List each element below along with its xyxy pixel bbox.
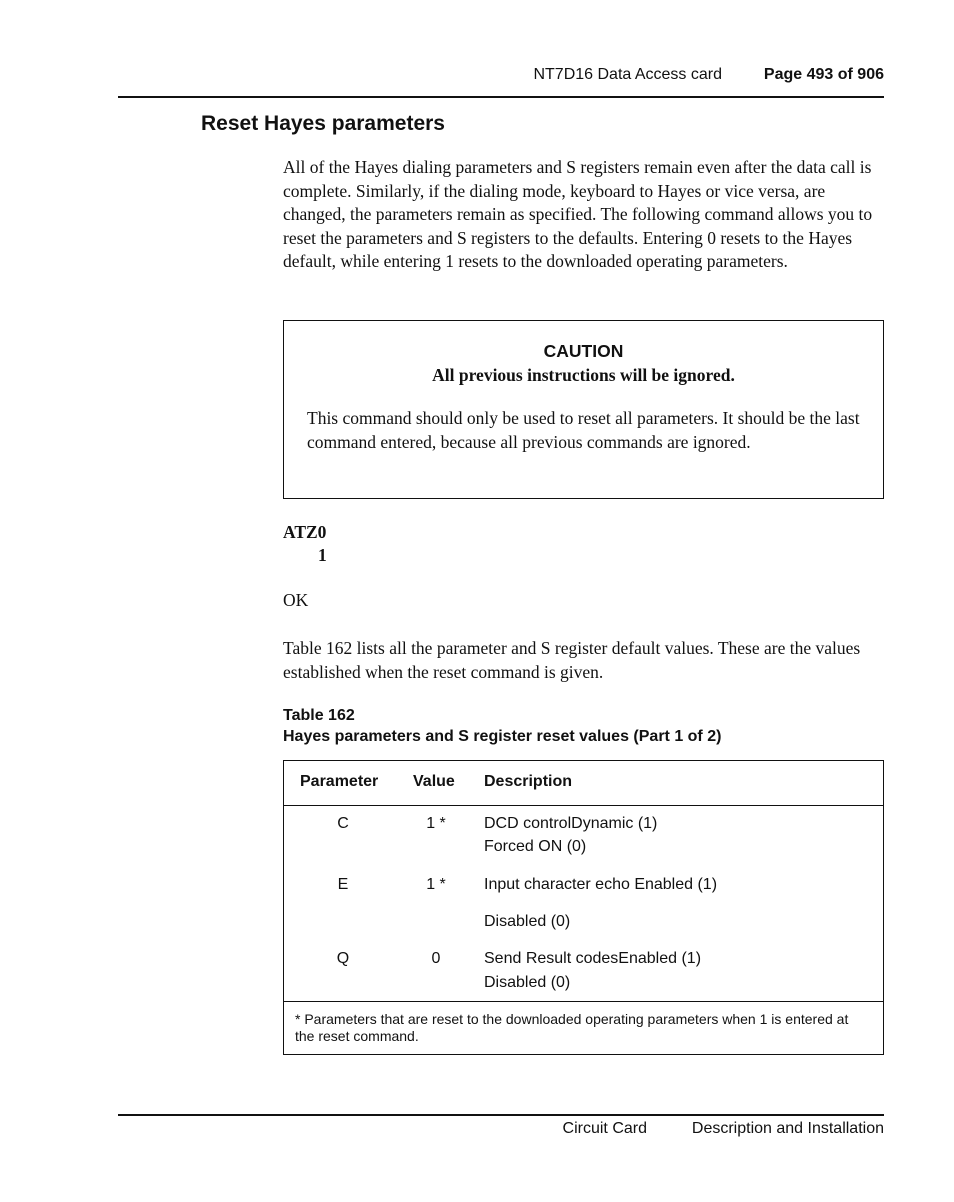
table-cell-value: 0 xyxy=(431,950,441,967)
header-value: Value xyxy=(413,773,455,790)
document-title: NT7D16 Data Access card xyxy=(533,66,722,83)
section-title: Reset Hayes parameters xyxy=(201,112,445,135)
caution-subheading: All previous instructions will be ignored. xyxy=(432,365,735,385)
command-block xyxy=(283,521,327,567)
footer-right-text: Description and Installation xyxy=(691,1120,884,1137)
header-parameter: Parameter xyxy=(300,773,379,790)
page-header xyxy=(118,62,884,98)
table-number: Table 162 xyxy=(283,707,355,724)
command-response: OK xyxy=(283,590,309,610)
table-footnote-row xyxy=(284,1001,883,1044)
command-line: ATZ0 xyxy=(283,522,327,542)
table-cell-description: Forced ON (0) xyxy=(484,838,587,855)
table-cell-parameter: C xyxy=(337,815,349,832)
table-cell-description: Input character echo Enabled (1) xyxy=(484,876,718,893)
command-alt-value: 1 xyxy=(318,545,327,565)
table-cell-value: 1 * xyxy=(426,815,446,832)
table-header-row xyxy=(284,761,883,806)
page-number: Page 493 of 906 xyxy=(763,66,884,83)
table-cell-parameter: Q xyxy=(336,950,350,967)
footer-left-text: Circuit Card xyxy=(562,1120,647,1137)
table-cell-description: Disabled (0) xyxy=(484,974,571,991)
table-caption xyxy=(283,705,721,747)
header-description: Description xyxy=(484,773,573,790)
table-cell-description: DCD controlDynamic (1) xyxy=(484,815,658,832)
caution-heading: CAUTION xyxy=(543,341,624,361)
table-footnote: * Parameters that are reset to the downloaded operating parameters when 1 is entered at the reset command. xyxy=(295,1011,849,1044)
table-cell-description: Send Result codesEnabled (1) xyxy=(484,950,702,967)
table-title: Hayes parameters and S register reset values (Part 1 of 2) xyxy=(283,728,722,745)
reset-values-table xyxy=(283,760,884,1055)
caution-box xyxy=(283,320,884,499)
page-footer xyxy=(118,1114,884,1137)
caution-body: This command should only be used to reset all parameters. It should be the last command entered, because all previous commands are ignored. xyxy=(307,408,860,452)
intro-paragraph: All of the Hayes dialing parameters and S registers remain even after the data call is complete. Similarly, if the dialing mode, keyboard to Hayes or vice versa, are changed, the parameters remain as specified. The following command allows you to reset the parameters and S registers to the defaults. Entering 0 resets to the Hayes default, while entering 1 resets to the downloaded operating parameters. xyxy=(283,157,873,271)
table-cell-parameter: E xyxy=(337,876,349,893)
table-intro-paragraph: Table 162 lists all the parameter and S register default values. These are the values established when the reset command is given. xyxy=(283,638,861,682)
table-cell-value: 1 * xyxy=(426,876,446,893)
table-cell-description: Disabled (0) xyxy=(484,913,571,930)
